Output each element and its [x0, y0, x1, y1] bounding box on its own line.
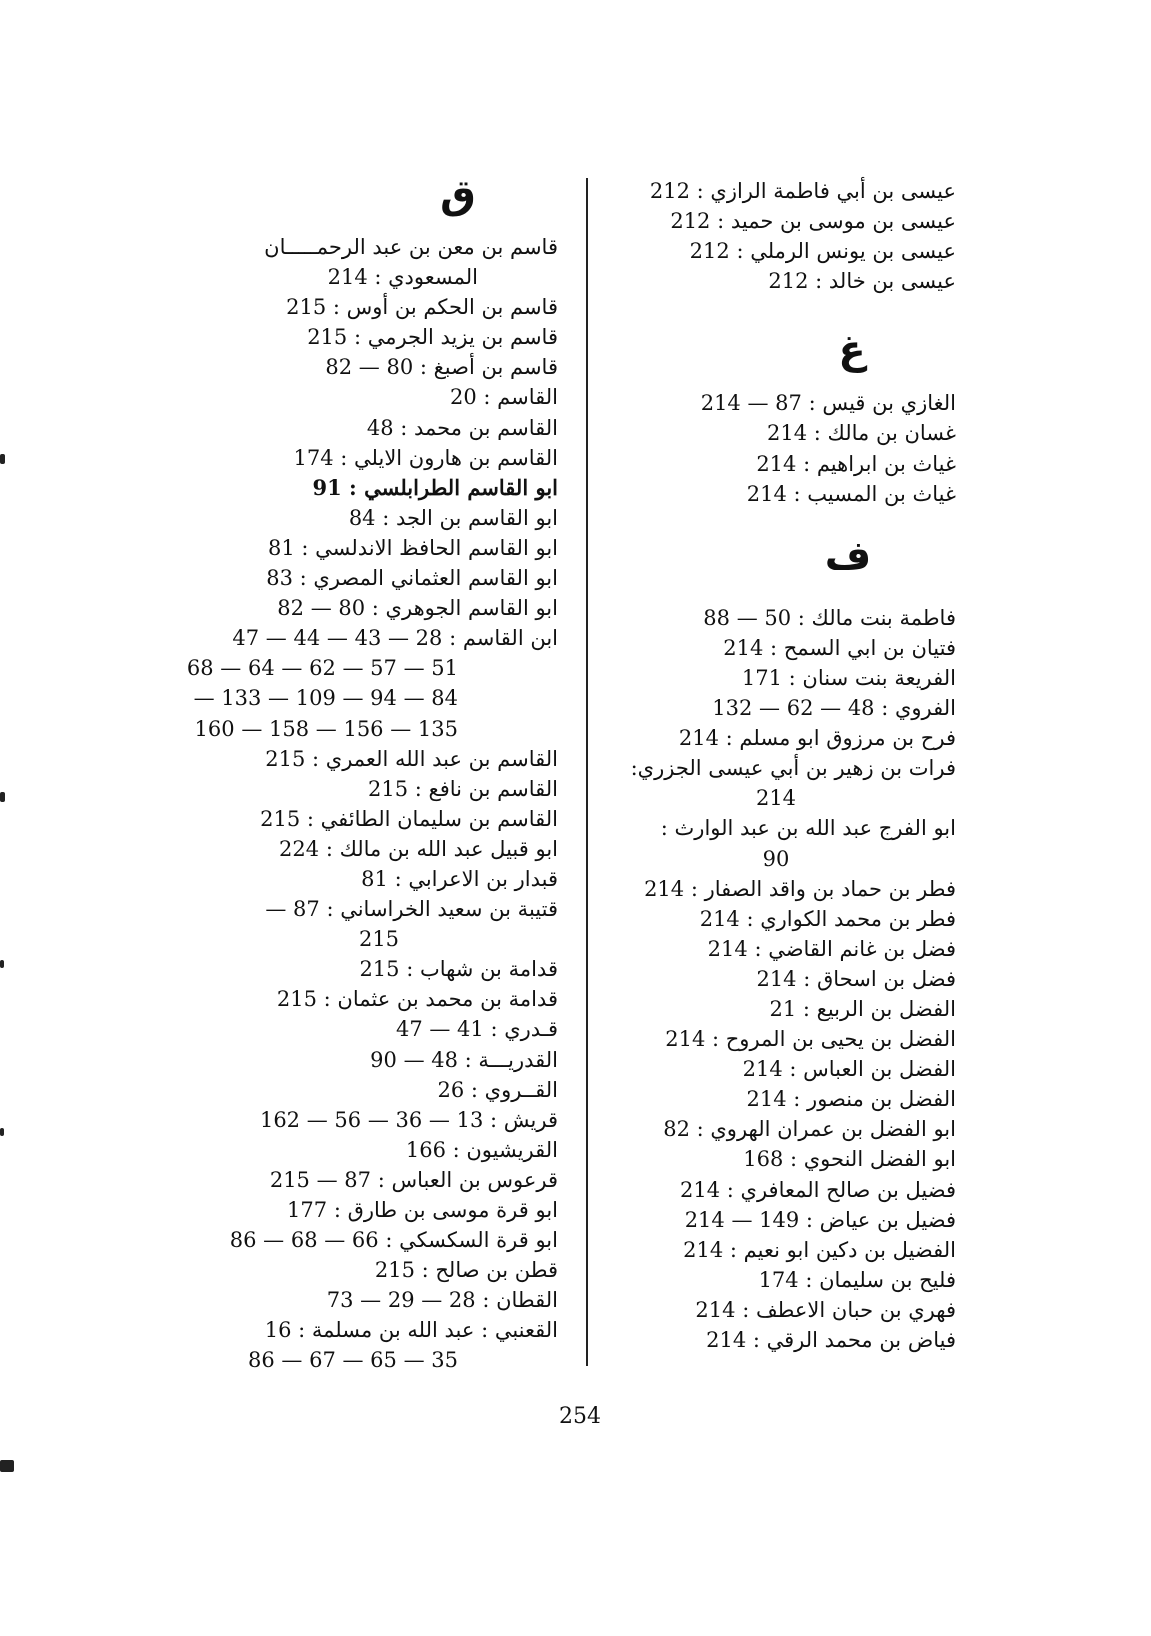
index-entry: فتيان بن ابي السمح : 214: [723, 635, 956, 660]
index-entry: القعنبي : عبد الله بن مسلمة : 16: [264, 1318, 558, 1343]
index-entry: القدريـــة : 48 — 90: [370, 1047, 558, 1072]
index-entry: ابو القاسم الحافظ الاندلسي : 81: [267, 535, 558, 560]
index-entry: فهري بن حبان الاعطف : 214: [695, 1297, 956, 1322]
index-entry: ابو القاسم العثماني المصري : 83: [266, 566, 558, 591]
index-entry: فضيل بن صالح المعافري : 214: [679, 1177, 956, 1202]
index-entry: فضل بن غانم القاضي : 214: [707, 936, 956, 961]
scan-mark: [0, 792, 5, 802]
index-entry: قبدار بن الاعرابي : 81: [361, 866, 558, 891]
index-entry: فاطمة بنت مالك : 50 — 88: [703, 605, 956, 630]
index-entry: قاسم بن معن بن عبد الرحمـــــان: [264, 235, 558, 259]
index-entry: ابو الفضل النحوي : 168: [743, 1147, 956, 1172]
index-entry-continuation: 51 — 57 — 62 — 64 — 68: [186, 656, 458, 681]
index-entry-continuation: 35 — 65 — 67 — 86: [247, 1348, 458, 1373]
index-entry: فليح بن سليمان : 174: [758, 1267, 956, 1292]
index-entry: ابو القاسم الجوهري : 80 — 82: [277, 596, 558, 621]
index-entry: قدامة بن شهاب : 215: [359, 957, 558, 982]
index-entry: الفضل بن العباس : 214: [742, 1057, 956, 1082]
index-column-left: [186, 232, 558, 1376]
index-entry: ابو قبيل عبد الله بن مالك : 224: [279, 836, 558, 861]
index-entry: فضيل بن عياض : 149 — 214: [684, 1207, 956, 1232]
index-entry: القاسم : 20: [450, 385, 558, 410]
index-entry: قاسم بن يزيد الجرمي : 215: [307, 325, 558, 350]
index-entry: قاسم بن الحكم بن أوس : 215: [286, 295, 558, 320]
index-entry: قدامة بن محمد بن عثمان : 215: [276, 987, 558, 1012]
index-entry: الفضيل بن دكين ابو نعيم : 214: [683, 1237, 956, 1262]
index-entry: قاسم بن أصبغ : 80 — 82: [325, 355, 558, 380]
index-entry: فطر بن حماد بن واقد الصفار : 214: [644, 876, 956, 901]
index-entry: ابو الفضل بن عمران الهروي : 82: [663, 1117, 956, 1142]
index-entry: غياث بن المسيب : 214: [746, 481, 956, 506]
index-entry: قـدري : 41 — 47: [395, 1017, 558, 1042]
index-entry: الفريعة بنت سنان : 171: [741, 665, 956, 690]
index-entry: عيسى بن خالد : 212: [768, 269, 956, 294]
index-entry: الفضل بن الربيع : 21: [769, 996, 956, 1021]
index-entry: الفروي : 48 — 62 — 132: [712, 696, 956, 721]
index-column-right: [596, 176, 956, 1355]
index-entry-continuation: 215: [358, 927, 400, 952]
index-entry: غياث بن ابراهيم : 214: [756, 451, 956, 476]
index-entry: القاسم بن نافع : 215: [368, 776, 558, 801]
index-entry: فرح بن مرزوق ابو مسلم : 214: [678, 726, 956, 751]
index-entry: القاسم بن هارون الايلي : 174: [293, 445, 558, 470]
index-entry: الفضل بن يحيى بن المروح : 214: [665, 1027, 956, 1052]
column-divider: [586, 178, 588, 1366]
index-entry: ابو القاسم بن الجد : 84: [348, 505, 558, 530]
scan-mark: [0, 454, 5, 464]
index-entry: القطان : 28 — 29 — 73: [326, 1288, 558, 1313]
index-entry: قرعوس بن العباس : 87 — 215: [269, 1167, 558, 1192]
index-entry: القريشيون : 166: [405, 1137, 558, 1162]
index-entry-continuation: 135 — 156 — 158 — 160: [194, 716, 458, 741]
index-entry: ابو الفرج عبد الله بن عبد الوارث :: [660, 816, 956, 841]
scan-mark: [0, 1460, 14, 1472]
index-entry: ابن القاسم : 28 — 43 — 44 — 47: [232, 626, 558, 651]
index-entry: فطر بن محمد الكواري : 214: [699, 906, 956, 931]
index-entry: القاسم بن عبد الله العمري : 215: [265, 746, 558, 771]
section-heading-qaf: ق: [440, 172, 476, 218]
index-entry: الفضل بن منصور : 214: [746, 1087, 956, 1112]
index-entry: عيسى بن موسى بن حميد : 212: [670, 209, 956, 234]
index-entry-continuation: 84 — 94 — 109 — 133 —: [193, 686, 458, 711]
index-entry: ابو قرة السكسكي : 66 — 68 — 86: [229, 1228, 558, 1253]
index-entry: ابو القاسم الطرابلسي : 91: [312, 474, 558, 500]
page-number: 254: [559, 1404, 601, 1429]
index-entry: الغازي بن قيس : 87 — 214: [700, 391, 956, 416]
index-entry: فضل بن اسحاق : 214: [756, 966, 956, 991]
scan-mark: [0, 960, 4, 968]
index-entry: قتيبة بن سعيد الخراساني : 87 —: [265, 897, 558, 922]
index-entry: القاسم بن سليمان الطائفي : 215: [260, 806, 558, 831]
index-entry-continuation: المسعودي : 214: [327, 265, 478, 290]
scan-mark: [0, 1128, 4, 1136]
index-entry: فرات بن زهير بن أبي عيسى الجزري:: [630, 756, 956, 781]
index-entry-continuation: 214: [755, 786, 797, 811]
index-entry: ابو قرة موسى بن طارق : 177: [287, 1198, 558, 1222]
section-heading-fa: ف: [824, 533, 872, 579]
index-entry-continuation: 90: [762, 846, 790, 871]
index-entry: القاسم بن محمد : 48: [366, 415, 558, 440]
index-entry: عيسى بن أبي فاطمة الرازي : 212: [649, 179, 956, 203]
index-entry: عيسى بن يونس الرملي : 212: [689, 239, 956, 264]
index-entry: قريش : 13 — 36 — 56 — 162: [259, 1107, 558, 1132]
index-entry: القــروي : 26: [437, 1077, 558, 1102]
index-entry: قطن بن صالح : 215: [374, 1258, 558, 1283]
section-heading-ghayn: غ: [838, 327, 866, 373]
index-entry: فياض بن محمد الرقي : 214: [706, 1328, 956, 1352]
index-entry: غسان بن مالك : 214: [767, 421, 956, 446]
